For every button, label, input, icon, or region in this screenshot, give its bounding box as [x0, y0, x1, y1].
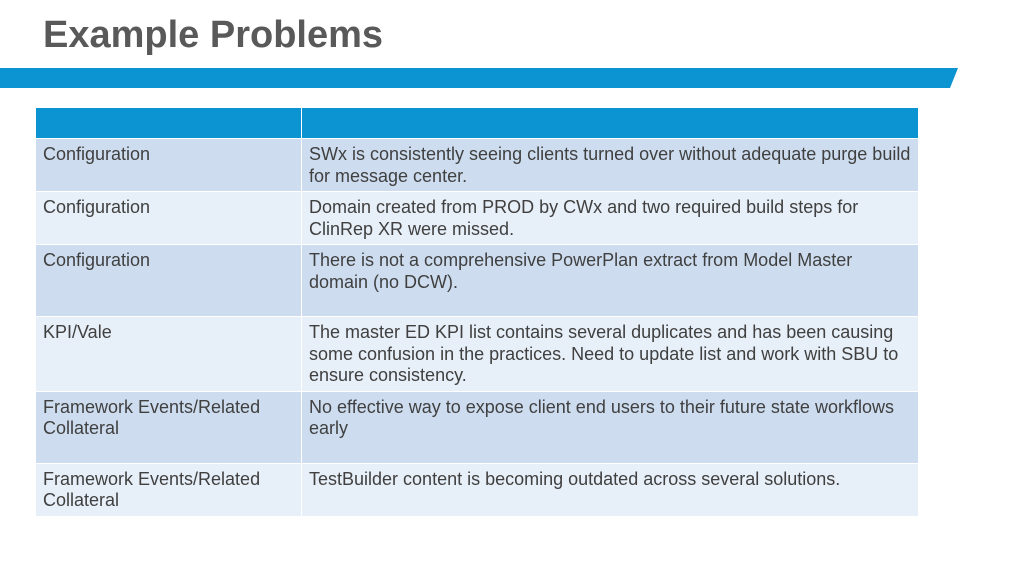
row-category: Configuration [36, 245, 302, 317]
title-accent-bar [0, 68, 958, 88]
table-row [36, 391, 919, 463]
row-category: KPI/Vale [36, 317, 302, 392]
row-description: Domain created from PROD by CWx and two required build steps for ClinRep XR were missed. [302, 192, 919, 245]
slide-title: Example Problems [43, 14, 384, 56]
row-category: Configuration [36, 139, 302, 192]
row-description: There is not a comprehensive PowerPlan extract from Model Master domain (no DCW). [302, 245, 919, 317]
row-category: Framework Events/Related Collateral [36, 463, 302, 516]
table-row [36, 463, 919, 516]
table-row [36, 317, 919, 392]
table-row [36, 245, 919, 317]
row-category: Framework Events/Related Collateral [36, 391, 302, 463]
row-category: Configuration [36, 192, 302, 245]
row-description: No effective way to expose client end users to their future state workflows early [302, 391, 919, 463]
table-header-category [36, 108, 302, 139]
row-description: SWx is consistently seeing clients turned over without adequate purge build for message center. [302, 139, 919, 192]
table-row [36, 192, 919, 245]
table-header-row [36, 108, 919, 139]
row-description: TestBuilder content is becoming outdated across several solutions. [302, 463, 919, 516]
table-header-description [302, 108, 919, 139]
problems-table [35, 107, 919, 517]
row-description: The master ED KPI list contains several duplicates and has been causing some confusion in the practices. Need to update list and work with SBU to ensure consistency. [302, 317, 919, 392]
table-row [36, 139, 919, 192]
